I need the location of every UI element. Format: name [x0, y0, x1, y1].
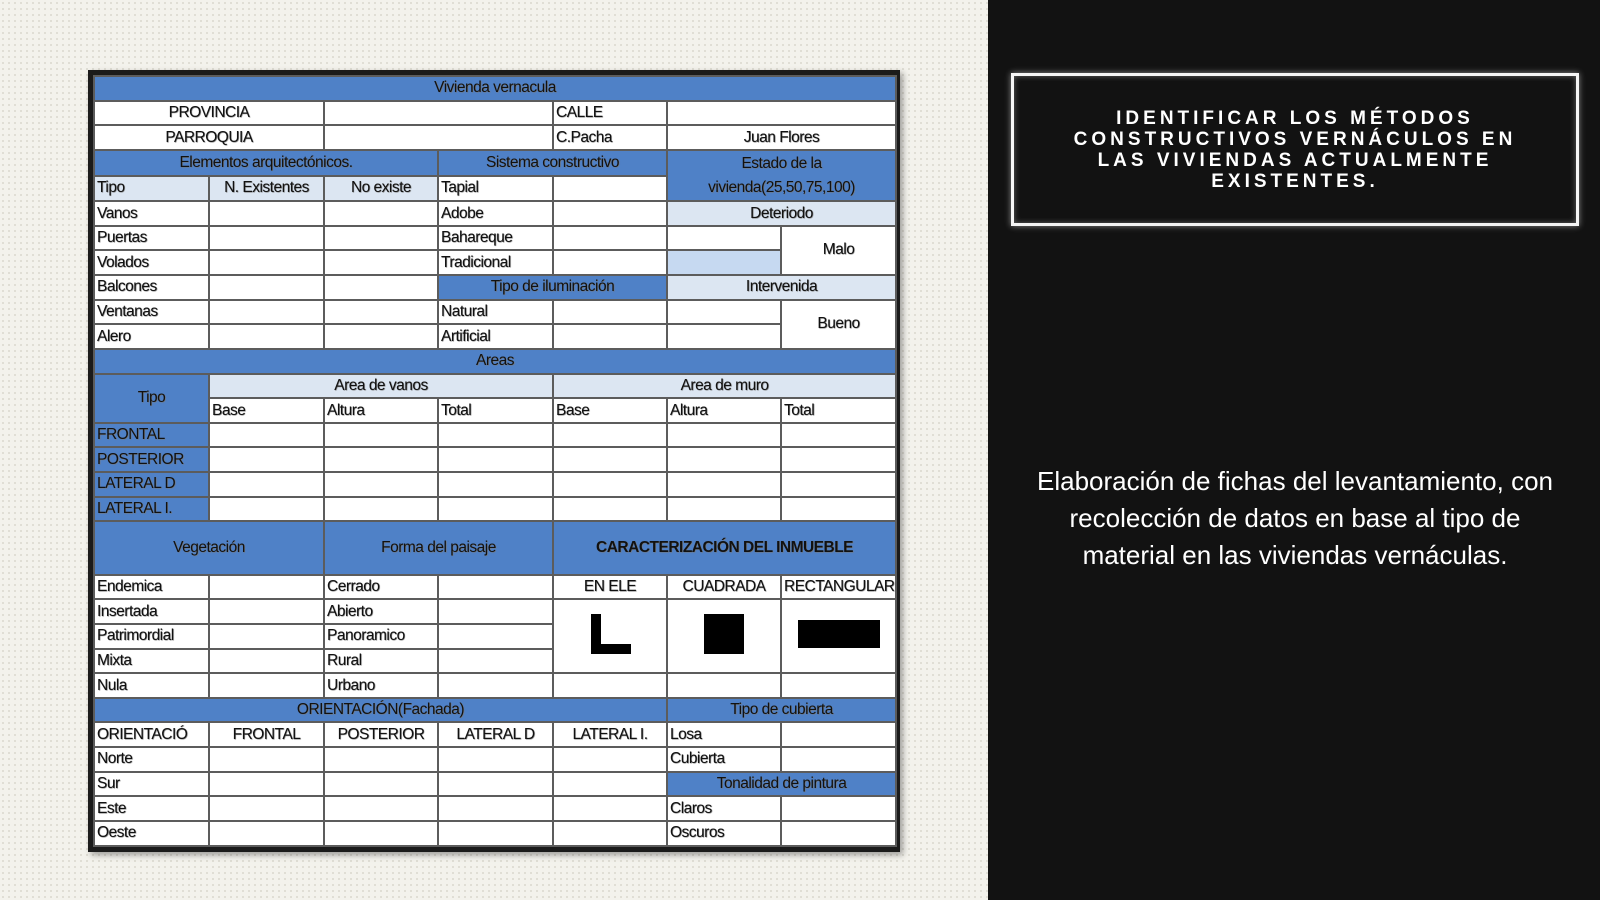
- shape-square-cell: [667, 599, 781, 673]
- vegetacion-endemica: Endemica: [94, 575, 209, 600]
- cell: [324, 472, 438, 497]
- cell: [209, 250, 324, 275]
- element-vanos: Vanos: [94, 201, 209, 226]
- cell: [438, 673, 553, 698]
- area-row-posterior: POSTERIOR: [94, 447, 209, 472]
- sistema-value: [553, 201, 667, 226]
- area-row-lateral-d: LATERAL D: [94, 472, 209, 497]
- cell: [553, 796, 667, 821]
- l-shape-icon: [585, 612, 635, 656]
- cell: [667, 324, 781, 349]
- cell: [667, 226, 781, 251]
- cell: [209, 796, 324, 821]
- cell: [438, 599, 553, 624]
- label-cpacha: C.Pacha: [553, 125, 667, 150]
- cell: [209, 275, 324, 300]
- col-altura: Altura: [324, 398, 438, 423]
- cell: [209, 575, 324, 600]
- cell: [553, 673, 667, 698]
- header-estado: Estado de la vivienda(25,50,75,100): [667, 150, 896, 201]
- sistema-value: [553, 250, 667, 275]
- cell: [438, 796, 553, 821]
- cell: [781, 747, 896, 772]
- vegetacion-patrimordial: Patrimordial: [94, 624, 209, 649]
- col-no-existe: No existe: [324, 176, 438, 202]
- cell: [324, 324, 438, 349]
- cell: [209, 324, 324, 349]
- vegetacion-nula: Nula: [94, 673, 209, 698]
- areas-tipo: Tipo: [94, 374, 209, 423]
- cell: [781, 472, 896, 497]
- estado-intervenida: Intervenida: [667, 275, 896, 300]
- header-iluminacion: Tipo de iluminación: [438, 275, 667, 300]
- cell-highlighted: [667, 250, 781, 275]
- area-row-lateral-i: LATERAL I.: [94, 497, 209, 522]
- element-alero: Alero: [94, 324, 209, 349]
- cell: [781, 497, 896, 522]
- cell: [324, 747, 438, 772]
- forma-cuadrada: CUADRADA: [667, 575, 781, 600]
- paisaje-cerrado: Cerrado: [324, 575, 438, 600]
- survey-table: [93, 75, 897, 847]
- cell: [667, 472, 781, 497]
- col-orientacion: ORIENTACIÓ: [94, 722, 209, 747]
- paisaje-rural: Rural: [324, 649, 438, 674]
- label-provincia: PROVINCIA: [94, 101, 324, 126]
- header-sistema: Sistema constructivo: [438, 150, 667, 176]
- cell: [209, 747, 324, 772]
- rectangle-shape-icon: [796, 617, 882, 651]
- col-posterior: POSTERIOR: [324, 722, 438, 747]
- value-juan-flores: Juan Flores: [667, 125, 896, 150]
- cell: [667, 447, 781, 472]
- header-elementos: Elementos arquitectónicos.: [94, 150, 438, 176]
- cell: [667, 423, 781, 448]
- col-base: Base: [209, 398, 324, 423]
- form-title: Vivienda vernacula: [94, 76, 896, 101]
- forma-rectangular: RECTANGULAR: [781, 575, 896, 600]
- header-tonalidad: Tonalidad de pintura: [667, 772, 896, 797]
- cell: [781, 821, 896, 846]
- cell: [438, 575, 553, 600]
- col-tipo: Tipo: [94, 176, 209, 202]
- cubierta-losa: Losa: [667, 722, 781, 747]
- cell: [781, 423, 896, 448]
- square-shape-icon: [701, 612, 747, 656]
- heading-box: [1011, 73, 1579, 226]
- cell: [438, 821, 553, 846]
- slide-body-text: Elaboración de fichas del levantamiento, con recolección de datos en base al tipo de material en las viviendas vernáculas.: [1037, 466, 1553, 570]
- paisaje-panoramico: Panoramico: [324, 624, 438, 649]
- cell: [781, 796, 896, 821]
- cell: [781, 722, 896, 747]
- sistema-value: [553, 226, 667, 251]
- survey-form: [88, 70, 900, 852]
- cell: [438, 497, 553, 522]
- cell: [553, 472, 667, 497]
- cell: [209, 497, 324, 522]
- header-areas: Areas: [94, 349, 896, 374]
- cell: [553, 497, 667, 522]
- cell: [209, 649, 324, 674]
- cell: [438, 472, 553, 497]
- forma-en-ele: EN ELE: [553, 575, 667, 600]
- value-parroquia: [324, 125, 553, 150]
- cell: [553, 821, 667, 846]
- cell: [553, 423, 667, 448]
- cell: [438, 747, 553, 772]
- cell: [209, 599, 324, 624]
- cell: [667, 300, 781, 325]
- cubierta-cubierta: Cubierta: [667, 747, 781, 772]
- cell: [209, 447, 324, 472]
- cell: [324, 447, 438, 472]
- value-provincia: [324, 101, 553, 126]
- col-total: Total: [438, 398, 553, 423]
- cell: [324, 300, 438, 325]
- cell: [209, 226, 324, 251]
- cell: [553, 747, 667, 772]
- col-frontal: FRONTAL: [209, 722, 324, 747]
- orientacion-norte: Norte: [94, 747, 209, 772]
- col-base: Base: [553, 398, 667, 423]
- cell: [209, 300, 324, 325]
- area-row-frontal: FRONTAL: [94, 423, 209, 448]
- orientacion-oeste: Oeste: [94, 821, 209, 846]
- cell: [438, 447, 553, 472]
- header-cubierta: Tipo de cubierta: [667, 698, 896, 723]
- cell: [209, 423, 324, 448]
- tonalidad-oscuros: Oscuros: [667, 821, 781, 846]
- cell: [781, 673, 896, 698]
- sistema-adobe: Adobe: [438, 201, 553, 226]
- element-puertas: Puertas: [94, 226, 209, 251]
- cell: [553, 772, 667, 797]
- sistema-tradicional: Tradicional: [438, 250, 553, 275]
- cell: [553, 324, 667, 349]
- header-orientacion: ORIENTACIÓN(Fachada): [94, 698, 667, 723]
- cell: [209, 821, 324, 846]
- paisaje-abierto: Abierto: [324, 599, 438, 624]
- header-paisaje: Forma del paisaje: [324, 521, 553, 574]
- cell: [209, 673, 324, 698]
- cell: [438, 649, 553, 674]
- iluminacion-artificial: Artificial: [438, 324, 553, 349]
- header-vegetacion: Vegetación: [94, 521, 324, 574]
- cell: [209, 201, 324, 226]
- cell: [324, 772, 438, 797]
- cell: [209, 472, 324, 497]
- header-area-muro: Area de muro: [553, 374, 896, 399]
- element-volados: Volados: [94, 250, 209, 275]
- header-caracterizacion: CARACTERIZACIÓN DEL INMUEBLE: [553, 521, 896, 574]
- cell: [438, 423, 553, 448]
- shape-l-cell: [553, 599, 667, 673]
- cell: [209, 772, 324, 797]
- cell: [438, 772, 553, 797]
- header-area-vanos: Area de vanos: [209, 374, 553, 399]
- element-balcones: Balcones: [94, 275, 209, 300]
- cell: [438, 624, 553, 649]
- cell: [324, 275, 438, 300]
- cell: [667, 673, 781, 698]
- col-n-existentes: N. Existentes: [209, 176, 324, 202]
- cell: [324, 821, 438, 846]
- label-calle: CALLE: [553, 101, 667, 126]
- paisaje-urbano: Urbano: [324, 673, 438, 698]
- slide-heading: IDENTIFICAR LOS MÉTODOS CONSTRUCTIVOS VERNÁCULOS EN LAS VIVIENDAS ACTUALMENTE EXISTENTES.: [1073, 107, 1517, 192]
- cell: [324, 226, 438, 251]
- estado-bueno: Bueno: [781, 300, 896, 349]
- vegetacion-mixta: Mixta: [94, 649, 209, 674]
- cell: [209, 624, 324, 649]
- col-altura: Altura: [667, 398, 781, 423]
- sistema-tapial: Tapial: [438, 176, 553, 202]
- cell: [324, 423, 438, 448]
- value-calle: [667, 101, 896, 126]
- iluminacion-natural: Natural: [438, 300, 553, 325]
- estado-malo: Malo: [781, 226, 896, 275]
- cell: [324, 497, 438, 522]
- orientacion-sur: Sur: [94, 772, 209, 797]
- col-total: Total: [781, 398, 896, 423]
- col-lateral-i: LATERAL I.: [553, 722, 667, 747]
- cell: [667, 497, 781, 522]
- label-parroquia: PARROQUIA: [94, 125, 324, 150]
- col-lateral-d: LATERAL D: [438, 722, 553, 747]
- cell: [324, 250, 438, 275]
- cell: [553, 447, 667, 472]
- sistema-value: [553, 176, 667, 202]
- estado-deteriodo: Deteriodo: [667, 201, 896, 226]
- cell: [553, 300, 667, 325]
- sistema-bahareque: Bahareque: [438, 226, 553, 251]
- cell: [324, 796, 438, 821]
- orientacion-este: Este: [94, 796, 209, 821]
- vegetacion-insertada: Insertada: [94, 599, 209, 624]
- cell: [324, 201, 438, 226]
- shape-rectangle-cell: [781, 599, 896, 673]
- element-ventanas: Ventanas: [94, 300, 209, 325]
- tonalidad-claros: Claros: [667, 796, 781, 821]
- cell: [781, 447, 896, 472]
